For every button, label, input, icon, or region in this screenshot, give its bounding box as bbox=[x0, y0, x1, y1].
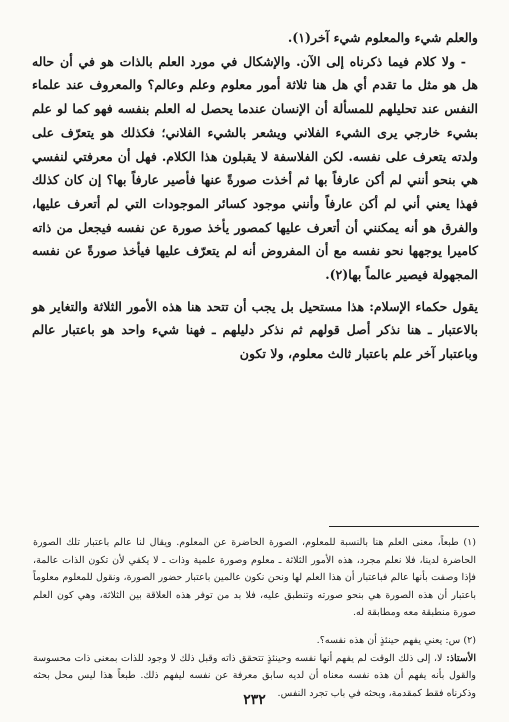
paragraph-2: - ولا كلام فيما ذكرناه إلى الآن. والإشكال في مورد العلم بالذات هو في أن حاله هل هو مثل ما تقدم أي هل هنا ثلاثة أمور معلوم وعلم وعالم؟ والمعروف عند علماء النفس عند تحليلهم للمسألة أن الإنسان عندما يحصل له العلم بنفسه فهو كما لو علم بشيء خارجي يرى الشيء الفلاني ويشعر بالشيء الفلاني؛ فكذلك هو يتعرّف على ولدته يتعرف على نفسه. لكن الفلاسفة لا يقبلون هذا الكلام. فهل أن معرفتي لنفسي هي بنحو أنني لم أكن عارفاً بها ثم أخذت صورةً عنها فأصير عارفاً بها؟ إن كان كذلك فهذا يعني أني لم أكن عارفاً وأنني موجود كسائر الموجودات التي لم أتعرف عليها، والفرق هو أنه يمكنني أن أتعرف عليها كمصور يأخذ صورة عن نفسه فيجعل من ذاته كاميرا يوجهها نحو نفسه مع أن المفروض أنه لم يتعرّف عليها فيأخذ صورةً عن نفسه المجهولة فيصير عالماً بها(٢). bbox=[32, 53, 478, 283]
footnotes bbox=[33, 534, 476, 702]
paragraph-3: يقول حكماء الإسلام: هذا مستحيل بل يجب أن تتحد هنا هذه الأمور الثلاثة والتغاير هو بالاعتبار ـ هنا نذكر أصل قولهم ثم نذكر دليلهم ـ فهنا شيء واحد هو باعتبار عالم وباعتبار آخر علم باعتبار ثالث معلوم، ولا تكون bbox=[32, 298, 478, 362]
footnote-2-answer-text: لا، إلى ذلك الوقت لم يفهم أنها نفسه وحينئذٍ تتحقق ذاته وقبل ذلك لا وجود للذات بمعنى ذات محسوسة والقول بأنه يفهم أن هذه نفسه معناه أن لديه سابق معرفة عن نفسه ليفهم ذلك. طبعاً هذا ليس محل بحثه وذكرناه فقط كمقدمة، وبحثه في باب تجرد النفس. bbox=[33, 652, 476, 699]
page-number: ٢٣٢ bbox=[243, 692, 266, 708]
footnote-1: (١) طبعاً، معنى العلم هنا بالنسبة للمعلوم، الصورة الحاضرة عن المعلوم. ويقال لنا عالم باعتبار تلك الصورة الحاضرة لدينا، فلا نعلم مجرد، هذه الأمور الثلاثة ـ معلوم وصورة علمية وذات ـ لا يكفي لأن تكون الذات عالمة، فإذا وصفت بأنها عالم فباعتبار أن هذا العلم لها ونحن نكون عالمين باعتبار حضور الصورة، ونقول للمعلوم معلوماً باعتبار أن هذه الصورة هي بنحو صورته وتنطبق عليه، فلا بد من توفر هذه العلاقة بين الثلاثة، وهي كون العلم صورة منطبقة معه ومطابقة له. bbox=[33, 537, 476, 619]
main-text bbox=[32, 26, 478, 366]
paragraph-1: والعلم شيء والمعلوم شيء آخر(١). bbox=[287, 30, 478, 45]
teacher-label: الأستاذ: bbox=[442, 652, 476, 664]
footnote-2-number: (٢) س: bbox=[442, 634, 476, 646]
footnote-divider bbox=[329, 526, 479, 527]
footnote-2-question-text: يعني يفهم حينئذٍ أن هذه نفسه؟. bbox=[316, 634, 443, 646]
footnote-2-question bbox=[33, 632, 476, 650]
